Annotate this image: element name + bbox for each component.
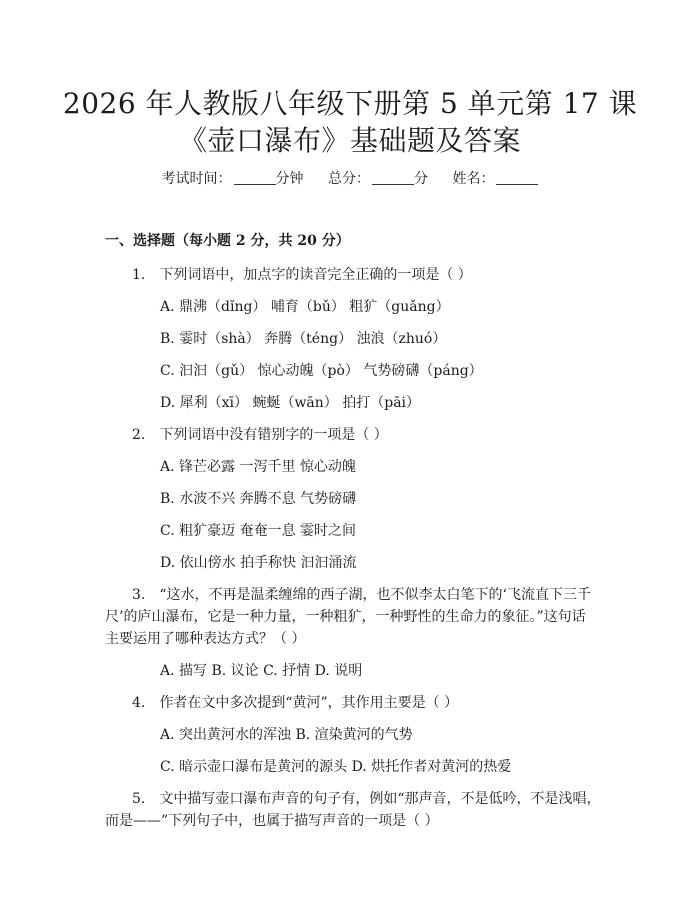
question-2-option-b: B. 水波不兴 奔腾不息 气势磅礴 (160, 491, 357, 507)
question-1-option-a: A. 鼎沸（dǐng） 哺育（bǔ） 粗犷（guǎng） (160, 299, 450, 315)
question-5-stem-line2: 而是——”下列句子中，也属于描写声音的一项是（ ） (105, 813, 439, 829)
exam-score-label: 总分： (328, 171, 370, 187)
question-3-stem-line3: 主要运用了哪种表达方式？（ ） (105, 631, 306, 647)
exam-score (328, 171, 432, 187)
exam-name-blank (496, 171, 538, 185)
question-1-option-c: C. 汩汩（gǔ） 惊心动魄（pò） 气势磅礴（páng） (160, 363, 483, 379)
question-2-option-a: A. 锋芒必露 一泻千里 惊心动魄 (160, 459, 356, 475)
exam-time-blank (234, 171, 276, 185)
question-3-stem-line1: 3. “这水，不再是温柔缠绵的西子湖，也不似李太白笔下的‘飞流直下三千 (132, 587, 591, 603)
document-title-line2: 《壶口瀑布》基础题及答案 (178, 124, 521, 157)
question-2-stem: 2. 下列词语中没有错别字的一项是（ ） (132, 427, 388, 443)
question-5-stem-line1: 5. 文中描写壶口瀑布声音的句子有，例如“那声音，不是低吟，不是浅唱， (132, 791, 601, 807)
exam-score-unit: 分 (414, 171, 428, 187)
exam-score-blank (372, 171, 414, 185)
exam-time-unit: 分钟 (275, 171, 304, 187)
exam-time (162, 171, 308, 187)
question-3-stem-line2: 尺’的庐山瀑布，它是一种力量，一种粗犷，一种野性的生命力的象征。”这句话 (105, 609, 586, 625)
exam-name (452, 171, 538, 187)
question-2-option-c: C. 粗犷豪迈 奄奄一息 霎时之间 (160, 523, 357, 539)
question-4-options-ab: A. 突出黄河水的浑浊 B. 渲染黄河的气势 (160, 727, 413, 743)
exam-name-label: 姓名： (452, 171, 495, 187)
question-4-options-cd: C. 暗示壶口瀑布是黄河的源头 D. 烘托作者对黄河的热爱 (160, 759, 512, 775)
section-heading: 一、选择题（每小题 2 分，共 20 分） (105, 233, 350, 249)
question-1-stem: 1. 下列词语中，加点字的读音完全正确的一项是（ ） (132, 267, 472, 283)
exam-meta (0, 168, 700, 188)
exam-time-label: 考试时间： (161, 171, 232, 187)
question-1-option-d: D. 犀利（xī） 蜿蜒（wān） 拍打（pāi） (160, 395, 421, 411)
question-3-options: A. 描写 B. 议论 C. 抒情 D. 说明 (160, 663, 363, 679)
question-2-option-d: D. 依山傍水 拍手称快 汩汩涌流 (160, 555, 357, 571)
question-4-stem: 4. 作者在文中多次提到“黄河”，其作用主要是（ ） (132, 695, 459, 711)
question-1-option-b: B. 霎时（shà） 奔腾（téng） 浊浪（zhuó） (160, 331, 447, 347)
document-title-line1: 2026 年人教版八年级下册第 5 单元第 17 课 (62, 87, 638, 120)
